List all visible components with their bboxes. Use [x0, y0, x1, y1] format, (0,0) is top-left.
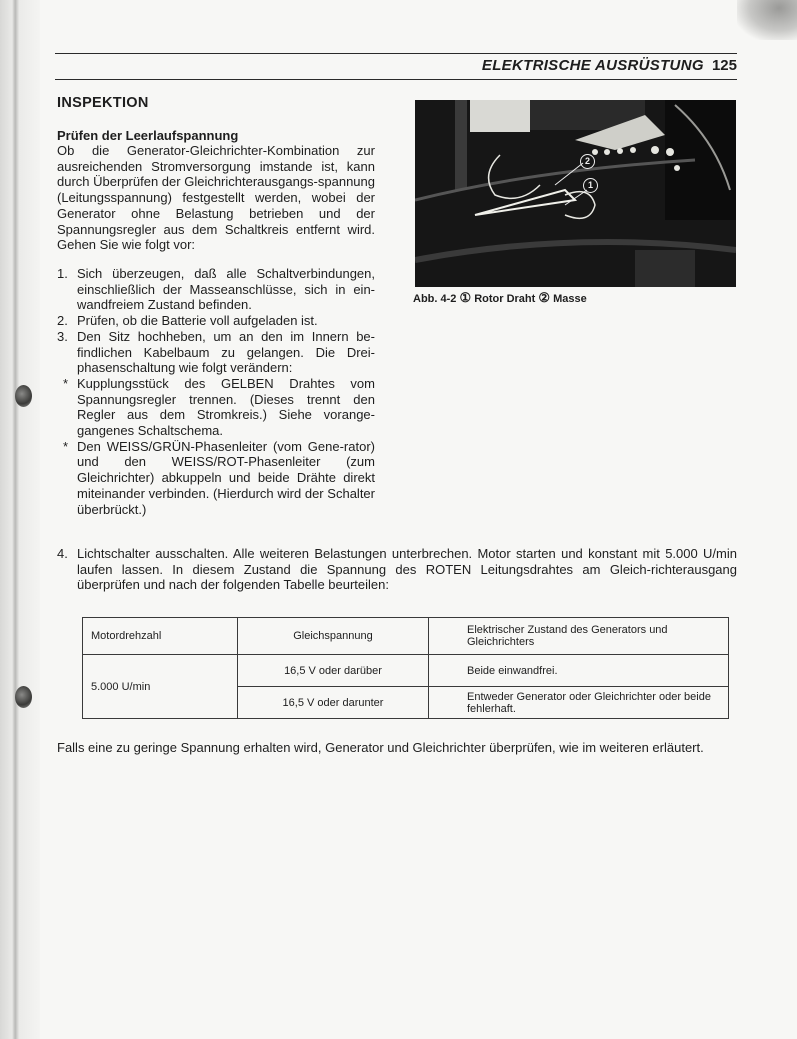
motorcycle-wiring-photo: [415, 100, 736, 287]
voltage-cell: 16,5 V oder darunter: [238, 687, 429, 719]
intro-paragraph: [57, 143, 375, 253]
section-title: INSPEKTION: [57, 95, 149, 111]
callout-1-text: 1: [587, 180, 593, 190]
caption-prefix: Abb. 4-2: [413, 293, 457, 305]
subsection-title: Prüfen der Leerlaufspannung: [57, 128, 239, 143]
page-number: 125: [711, 57, 737, 74]
list-item: [57, 439, 375, 518]
list-item-text: Den WEISS/GRÜN-Phasenleiter (vom Gene-rator) und den WEISS/ROT-Phasenleiter (zum Gleichrichter) abkuppeln und beide Drähte direkt miteinander verbinden. (Hierdurch wird der Schalter überbrückt.): [77, 438, 375, 517]
list-item-text: Sich überzeugen, daß alle Schaltverbindungen, einschließlich der Masseanschlüsse, sich in ein-wandfreiem Zustand befinden.: [77, 266, 375, 313]
table-row: [83, 655, 729, 687]
list-item-text: Kupplungsstück des GELBEN Drahtes vom Spannungsregler trennen. (Dieses trennt den Regler aus dem Stromkreis.) Siehe vorange-gangenes Schaltschema.: [77, 375, 375, 439]
figure-photo: [415, 100, 736, 287]
list-marker: 3.: [57, 328, 68, 344]
page-binding-edge: [0, 0, 40, 1039]
intro-text: Ob die Generator-Gleichrichter-Kombination zur ausreichenden Stromversorgung imstande ist, kann durch Überprüfen der Gleichrichterausgangs-spannung (Leitungsspannung) festgestellt werden, wobei der Generator ohne Belastung betrieben und der Spannungsregler aus dem Schaltkreis entfernt wird. Gehen Sie wie folgt vor:: [57, 143, 375, 253]
bullet-marker: *: [63, 438, 69, 454]
state-cell: Entweder Generator oder Gleichrichter oder beide fehlerhaft.: [429, 687, 729, 719]
header-cell-voltage: Gleichspannung: [238, 618, 429, 655]
corner-smudge: [737, 0, 797, 40]
figure-caption: [413, 290, 587, 306]
list-item: [57, 266, 375, 313]
step-4: [57, 546, 737, 593]
list-marker: 4.: [57, 546, 68, 561]
header-cell-state: Elektrischer Zustand des Generators und Gleichrichters: [429, 618, 729, 655]
callout-2-badge: [580, 154, 595, 169]
caption-marker-2: ②: [538, 290, 551, 305]
caption-label-2: Masse: [553, 293, 587, 305]
page-header: [482, 57, 737, 74]
header-cell-rpm: Motordrehzahl: [83, 618, 238, 655]
caption-marker-1: ①: [459, 290, 472, 305]
header-rule-bottom: [55, 79, 737, 80]
list-marker: 1.: [57, 266, 68, 281]
list-item: [57, 313, 375, 329]
caption-label-1: Rotor Draht: [474, 293, 536, 305]
header-rule-top: [55, 53, 737, 54]
voltage-cell: 16,5 V oder darüber: [238, 655, 429, 687]
list-item-text: Den Sitz hochheben, um an den im Innern be-findlichen Kabelbaum zu gelangen. Die Drei-phasenschaltung wie folgt verändern:: [77, 328, 375, 376]
table-header-row: [83, 618, 729, 655]
state-cell: Beide einwandfrei.: [429, 655, 729, 687]
rpm-cell: 5.000 U/min: [83, 655, 238, 719]
list-item-text: Prüfen, ob die Batterie voll aufgeladen ist.: [77, 313, 318, 329]
bullet-marker: *: [63, 375, 69, 391]
callout-1-badge: [583, 178, 598, 193]
binder-hole-top: [15, 385, 32, 407]
callout-2-text: 2: [584, 156, 590, 166]
header-title: ELEKTRISCHE AUSRÜSTUNG: [481, 57, 704, 74]
procedure-list: [57, 266, 375, 517]
step-4-text: Lichtschalter ausschalten. Alle weiteren Belastungen unterbrechen. Motor starten und konstant mit 5.000 U/min laufen lassen. In diesem Zustand die Spannung des ROTEN Leitungsdrahtes am Gleich-richterausgang überprüfen und nach der folgenden Tabelle beurteilen:: [77, 546, 737, 593]
list-item: [57, 376, 375, 439]
closing-paragraph: Falls eine zu geringe Spannung erhalten wird, Generator und Gleichrichter überprüfen, wie im weiteren erläutert.: [57, 740, 704, 755]
list-marker: 2.: [57, 313, 68, 329]
voltage-spec-table: [82, 617, 729, 719]
binder-hole-bottom: [15, 686, 32, 708]
list-item: [57, 329, 375, 376]
